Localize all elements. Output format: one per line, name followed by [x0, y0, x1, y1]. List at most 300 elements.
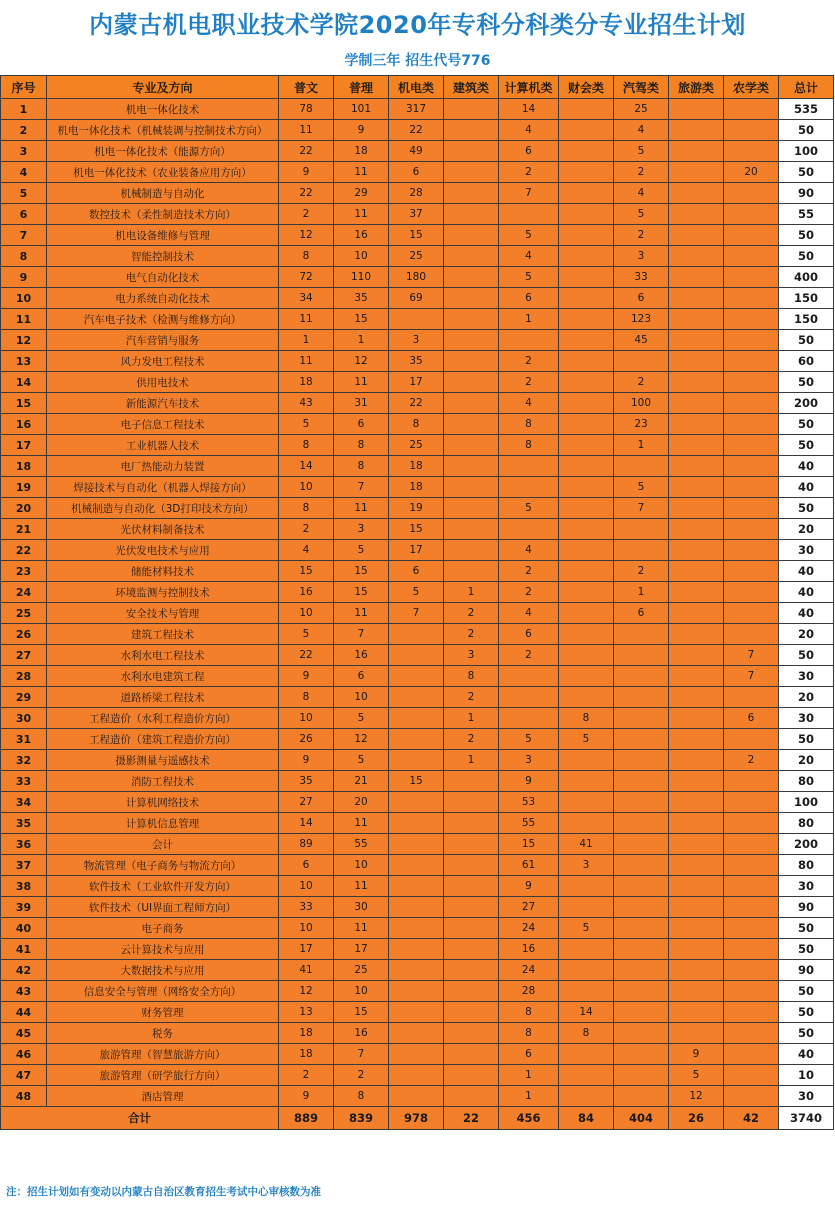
quota-cell: 25: [389, 435, 444, 456]
quota-cell: [559, 519, 614, 540]
table-row: [1, 687, 834, 708]
quota-cell: [389, 645, 444, 666]
row-total: 50: [779, 1002, 834, 1023]
quota-cell: [669, 540, 724, 561]
quota-cell: 89: [279, 834, 334, 855]
quota-cell: 10: [279, 918, 334, 939]
quota-cell: 5: [334, 750, 389, 771]
quota-cell: [614, 624, 669, 645]
quota-cell: [559, 750, 614, 771]
quota-cell: 11: [334, 372, 389, 393]
quota-cell: [389, 813, 444, 834]
quota-cell: 14: [279, 456, 334, 477]
quota-cell: [444, 435, 499, 456]
quota-cell: [724, 897, 779, 918]
quota-cell: 1: [499, 309, 559, 330]
quota-cell: [724, 267, 779, 288]
row-number: 24: [1, 582, 47, 603]
quota-cell: [669, 939, 724, 960]
quota-cell: 9: [279, 750, 334, 771]
row-total: 40: [779, 477, 834, 498]
quota-cell: 11: [334, 498, 389, 519]
quota-cell: 8: [334, 456, 389, 477]
quota-cell: 15: [389, 519, 444, 540]
quota-cell: [559, 330, 614, 351]
major-name: 水利水电工程技术: [47, 645, 279, 666]
quota-cell: [669, 162, 724, 183]
row-number: 15: [1, 393, 47, 414]
quota-cell: [559, 561, 614, 582]
quota-cell: [614, 750, 669, 771]
header-col-seq: 序号: [1, 76, 47, 99]
quota-cell: [559, 372, 614, 393]
quota-cell: 9: [669, 1044, 724, 1065]
quota-cell: 6: [279, 855, 334, 876]
major-name: 储能材料技术: [47, 561, 279, 582]
major-name: 机电一体化技术（农业装备应用方向）: [47, 162, 279, 183]
row-total: 50: [779, 498, 834, 519]
quota-cell: 2: [499, 645, 559, 666]
quota-cell: 35: [279, 771, 334, 792]
quota-cell: [444, 246, 499, 267]
row-total: 55: [779, 204, 834, 225]
quota-cell: 1: [279, 330, 334, 351]
quota-cell: [724, 792, 779, 813]
major-name: 智能控制技术: [47, 246, 279, 267]
quota-cell: 2: [499, 351, 559, 372]
quota-cell: [444, 288, 499, 309]
quota-cell: [669, 1002, 724, 1023]
major-name: 电力系统自动化技术: [47, 288, 279, 309]
quota-cell: 10: [279, 477, 334, 498]
quota-cell: [559, 813, 614, 834]
row-number: 18: [1, 456, 47, 477]
quota-cell: [724, 519, 779, 540]
row-total: 200: [779, 834, 834, 855]
quota-cell: [444, 162, 499, 183]
quota-cell: 2: [279, 1065, 334, 1086]
row-total: 80: [779, 813, 834, 834]
quota-cell: [614, 1044, 669, 1065]
total-cell: 404: [614, 1107, 669, 1130]
quota-cell: 15: [499, 834, 559, 855]
quota-cell: [669, 435, 724, 456]
quota-cell: [724, 435, 779, 456]
quota-cell: [614, 1002, 669, 1023]
quota-cell: [669, 855, 724, 876]
quota-cell: 17: [279, 939, 334, 960]
quota-cell: [669, 372, 724, 393]
table-row: [1, 1002, 834, 1023]
row-total: 30: [779, 666, 834, 687]
quota-cell: [444, 897, 499, 918]
footnote: 注：招生计划如有变动以内蒙古自治区教育招生考试中心审核数为准: [6, 1186, 321, 1198]
quota-cell: [614, 918, 669, 939]
grand-total-cell: 3740: [779, 1107, 834, 1130]
quota-cell: [669, 561, 724, 582]
table-row: [1, 1044, 834, 1065]
row-total: 90: [779, 960, 834, 981]
header-col-driving: 汽驾类: [614, 76, 669, 99]
quota-cell: 2: [724, 750, 779, 771]
row-total: 20: [779, 687, 834, 708]
quota-cell: [669, 1023, 724, 1044]
quota-cell: [559, 267, 614, 288]
quota-cell: 5: [614, 477, 669, 498]
quota-cell: 2: [499, 582, 559, 603]
quota-cell: [669, 582, 724, 603]
table-row: [1, 183, 834, 204]
row-number: 45: [1, 1023, 47, 1044]
quota-cell: 4: [499, 246, 559, 267]
quota-cell: [669, 414, 724, 435]
row-total: 100: [779, 141, 834, 162]
quota-cell: [724, 834, 779, 855]
quota-cell: 100: [614, 393, 669, 414]
quota-cell: 4: [614, 120, 669, 141]
row-total: 40: [779, 603, 834, 624]
quota-cell: 3: [614, 246, 669, 267]
quota-cell: 5: [499, 267, 559, 288]
quota-cell: [614, 687, 669, 708]
quota-cell: 37: [389, 204, 444, 225]
row-number: 4: [1, 162, 47, 183]
quota-cell: 6: [499, 288, 559, 309]
table-row: [1, 204, 834, 225]
quota-cell: 22: [279, 645, 334, 666]
quota-cell: [669, 771, 724, 792]
row-number: 35: [1, 813, 47, 834]
quota-cell: [499, 708, 559, 729]
table-row: [1, 876, 834, 897]
quota-cell: [669, 624, 724, 645]
row-number: 28: [1, 666, 47, 687]
quota-cell: 7: [724, 645, 779, 666]
quota-cell: [444, 456, 499, 477]
quota-cell: [724, 120, 779, 141]
quota-cell: 3: [334, 519, 389, 540]
quota-cell: [444, 834, 499, 855]
quota-cell: [444, 309, 499, 330]
quota-cell: 9: [279, 162, 334, 183]
quota-cell: [669, 309, 724, 330]
quota-cell: 16: [499, 939, 559, 960]
quota-cell: 14: [559, 1002, 614, 1023]
quota-cell: [669, 876, 724, 897]
quota-cell: 1: [444, 750, 499, 771]
table-body: [1, 99, 834, 1107]
quota-cell: 6: [499, 1044, 559, 1065]
major-name: 数控技术（柔性制造技术方向）: [47, 204, 279, 225]
quota-cell: 101: [334, 99, 389, 120]
quota-cell: 15: [334, 1002, 389, 1023]
quota-cell: 33: [279, 897, 334, 918]
row-total: 150: [779, 288, 834, 309]
quota-cell: 11: [279, 309, 334, 330]
quota-cell: 8: [279, 435, 334, 456]
major-name: 计算机信息管理: [47, 813, 279, 834]
quota-cell: [444, 876, 499, 897]
quota-cell: [724, 960, 779, 981]
quota-cell: 5: [334, 708, 389, 729]
quota-cell: [559, 456, 614, 477]
row-number: 8: [1, 246, 47, 267]
quota-cell: 20: [724, 162, 779, 183]
row-number: 48: [1, 1086, 47, 1107]
row-total: 50: [779, 435, 834, 456]
table-row: [1, 162, 834, 183]
quota-cell: 15: [389, 771, 444, 792]
table-row: [1, 1023, 834, 1044]
quota-cell: 1: [444, 708, 499, 729]
quota-cell: [389, 729, 444, 750]
quota-cell: 29: [334, 183, 389, 204]
row-total: 50: [779, 645, 834, 666]
quota-cell: 2: [444, 603, 499, 624]
quota-cell: [559, 687, 614, 708]
quota-cell: [669, 834, 724, 855]
quota-cell: [614, 939, 669, 960]
quota-cell: [669, 519, 724, 540]
row-total: 100: [779, 792, 834, 813]
quota-cell: 11: [334, 603, 389, 624]
row-number: 38: [1, 876, 47, 897]
quota-cell: 3: [559, 855, 614, 876]
quota-cell: [559, 204, 614, 225]
quota-cell: [669, 99, 724, 120]
row-total: 20: [779, 519, 834, 540]
major-name: 计算机网络技术: [47, 792, 279, 813]
quota-cell: 8: [559, 1023, 614, 1044]
quota-cell: [389, 309, 444, 330]
table-row: [1, 1086, 834, 1107]
row-number: 47: [1, 1065, 47, 1086]
quota-cell: 21: [334, 771, 389, 792]
major-name: 汽车营销与服务: [47, 330, 279, 351]
quota-cell: 6: [724, 708, 779, 729]
quota-cell: 8: [279, 246, 334, 267]
quota-cell: 22: [389, 120, 444, 141]
quota-cell: [669, 729, 724, 750]
quota-cell: [614, 960, 669, 981]
quota-cell: 12: [334, 351, 389, 372]
quota-cell: [444, 561, 499, 582]
quota-cell: 12: [279, 225, 334, 246]
row-number: 22: [1, 540, 47, 561]
quota-cell: 7: [499, 183, 559, 204]
quota-cell: 23: [614, 414, 669, 435]
quota-cell: [389, 1044, 444, 1065]
quota-cell: [614, 456, 669, 477]
quota-cell: [724, 330, 779, 351]
row-number: 25: [1, 603, 47, 624]
quota-cell: 4: [279, 540, 334, 561]
quota-cell: 20: [334, 792, 389, 813]
major-name: 工程造价（水利工程造价方向）: [47, 708, 279, 729]
quota-cell: 8: [499, 1023, 559, 1044]
total-cell: 42: [724, 1107, 779, 1130]
row-number: 46: [1, 1044, 47, 1065]
row-number: 31: [1, 729, 47, 750]
major-name: 机械制造与自动化（3D打印技术方向）: [47, 498, 279, 519]
row-number: 37: [1, 855, 47, 876]
total-cell: 978: [389, 1107, 444, 1130]
quota-cell: [389, 750, 444, 771]
quota-cell: 317: [389, 99, 444, 120]
quota-cell: [724, 372, 779, 393]
quota-cell: 18: [279, 1023, 334, 1044]
quota-cell: [444, 120, 499, 141]
quota-cell: [559, 141, 614, 162]
quota-cell: 41: [279, 960, 334, 981]
quota-cell: [669, 666, 724, 687]
quota-cell: 27: [279, 792, 334, 813]
quota-cell: 28: [499, 981, 559, 1002]
row-number: 43: [1, 981, 47, 1002]
quota-cell: 2: [499, 162, 559, 183]
quota-cell: [559, 414, 614, 435]
table-row: [1, 1065, 834, 1086]
quota-cell: [669, 225, 724, 246]
quota-cell: 17: [389, 372, 444, 393]
quota-cell: 2: [444, 687, 499, 708]
quota-cell: [614, 351, 669, 372]
table-row: [1, 624, 834, 645]
header-col-computer: 计算机类: [499, 76, 559, 99]
quota-cell: [444, 792, 499, 813]
quota-cell: 25: [389, 246, 444, 267]
quota-cell: 15: [279, 561, 334, 582]
table-row: [1, 267, 834, 288]
quota-cell: [614, 981, 669, 1002]
quota-cell: [559, 1065, 614, 1086]
total-cell: 839: [334, 1107, 389, 1130]
major-name: 光伏发电技术与应用: [47, 540, 279, 561]
quota-cell: [614, 645, 669, 666]
quota-cell: [444, 1002, 499, 1023]
quota-cell: [669, 708, 724, 729]
major-name: 软件技术（UI界面工程师方向）: [47, 897, 279, 918]
row-total: 30: [779, 708, 834, 729]
table-header-row: [1, 76, 834, 99]
quota-cell: 18: [334, 141, 389, 162]
table-row: [1, 99, 834, 120]
quota-cell: [724, 876, 779, 897]
quota-cell: [389, 1086, 444, 1107]
row-number: 21: [1, 519, 47, 540]
quota-cell: [669, 813, 724, 834]
row-total: 30: [779, 540, 834, 561]
quota-cell: 69: [389, 288, 444, 309]
header-col-agriculture: 农学类: [724, 76, 779, 99]
quota-cell: 5: [614, 204, 669, 225]
quota-cell: 6: [334, 666, 389, 687]
quota-cell: 8: [499, 414, 559, 435]
quota-cell: [559, 225, 614, 246]
quota-cell: [724, 393, 779, 414]
quota-cell: 3: [389, 330, 444, 351]
quota-cell: 1: [499, 1086, 559, 1107]
major-name: 风力发电工程技术: [47, 351, 279, 372]
page-title: 内蒙古机电职业技术学院2020年专科分科类分专业招生计划: [89, 11, 746, 39]
quota-cell: [724, 1044, 779, 1065]
quota-cell: [669, 750, 724, 771]
quota-cell: 15: [334, 309, 389, 330]
table-row: [1, 351, 834, 372]
quota-cell: 22: [389, 393, 444, 414]
quota-cell: [444, 204, 499, 225]
quota-cell: 18: [389, 456, 444, 477]
major-name: 电厂热能动力装置: [47, 456, 279, 477]
quota-cell: 12: [669, 1086, 724, 1107]
quota-cell: [559, 645, 614, 666]
quota-cell: 7: [614, 498, 669, 519]
header-col-construction: 建筑类: [444, 76, 499, 99]
quota-cell: [444, 1086, 499, 1107]
quota-cell: 13: [279, 1002, 334, 1023]
quota-cell: [444, 813, 499, 834]
table-row: [1, 456, 834, 477]
quota-cell: [669, 498, 724, 519]
quota-cell: 45: [614, 330, 669, 351]
quota-cell: 2: [614, 225, 669, 246]
major-name: 机电一体化技术（机械装调与控制技术方向）: [47, 120, 279, 141]
quota-cell: [389, 918, 444, 939]
quota-cell: [724, 624, 779, 645]
quota-cell: [444, 1044, 499, 1065]
quota-cell: 5: [559, 729, 614, 750]
quota-cell: [389, 834, 444, 855]
major-name: 工业机器人技术: [47, 435, 279, 456]
row-number: 41: [1, 939, 47, 960]
quota-cell: 10: [334, 687, 389, 708]
row-total: 50: [779, 225, 834, 246]
table-row: [1, 393, 834, 414]
quota-cell: 8: [334, 1086, 389, 1107]
quota-cell: [724, 1002, 779, 1023]
header-col-major: 专业及方向: [47, 76, 279, 99]
major-name: 环境监测与控制技术: [47, 582, 279, 603]
major-name: 汽车电子技术（检测与维修方向）: [47, 309, 279, 330]
quota-cell: [444, 939, 499, 960]
quota-cell: 123: [614, 309, 669, 330]
quota-cell: [724, 771, 779, 792]
major-name: 机电一体化技术（能源方向）: [47, 141, 279, 162]
quota-cell: 53: [499, 792, 559, 813]
row-number: 29: [1, 687, 47, 708]
quota-cell: 1: [334, 330, 389, 351]
table-row: [1, 309, 834, 330]
quota-cell: [669, 456, 724, 477]
row-number: 40: [1, 918, 47, 939]
quota-cell: 55: [334, 834, 389, 855]
quota-cell: 30: [334, 897, 389, 918]
quota-cell: 10: [334, 981, 389, 1002]
quota-cell: [724, 456, 779, 477]
row-number: 20: [1, 498, 47, 519]
quota-cell: [444, 267, 499, 288]
quota-cell: [499, 204, 559, 225]
quota-cell: 110: [334, 267, 389, 288]
row-total: 40: [779, 561, 834, 582]
quota-cell: [669, 645, 724, 666]
row-number: 16: [1, 414, 47, 435]
major-name: 工程造价（建筑工程造价方向）: [47, 729, 279, 750]
row-number: 27: [1, 645, 47, 666]
quota-cell: 12: [279, 981, 334, 1002]
quota-cell: 28: [389, 183, 444, 204]
major-name: 会计: [47, 834, 279, 855]
